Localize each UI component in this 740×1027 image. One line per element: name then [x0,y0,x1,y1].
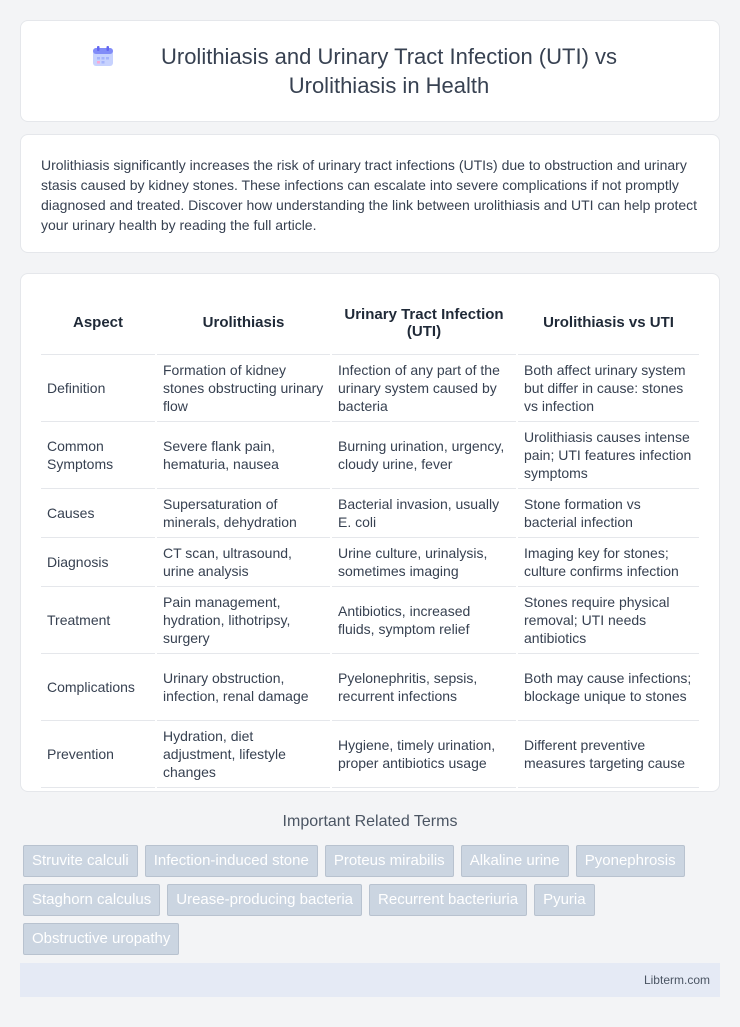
table-row [41,354,699,421]
table-cell: Imaging key for stones; culture confirms infection [517,537,699,586]
table-cell: Diagnosis [41,537,156,586]
intro-text: Urolithiasis significantly increases the risk of urinary tract infections (UTIs) due to obstruction and urinary stasis caused by kidney stones. These infections can escalate into severe complications if not promptly diagnosed and treated. Discover how understanding the link between urolithiasis and UTI can help protect your urinary health by reading the full article. [41,157,698,233]
related-terms-list [23,845,723,955]
table-cell: Hydration, diet adjustment, lifestyle changes [156,720,331,787]
related-term-tag[interactable]: Alkaline urine [461,845,569,877]
table-cell: CT scan, ultrasound, urine analysis [156,537,331,586]
page-title: Urolithiasis and Urinary Tract Infection (UTI) vs Urolithiasis in Health [160,44,618,98]
table-cell: Urine culture, urinalysis, sometimes imaging [331,537,517,586]
related-term-tag[interactable]: Proteus mirabilis [325,845,454,877]
table-cell: Urinary obstruction, infection, renal damage [156,653,331,720]
table-cell: Pyelonephritis, sepsis, recurrent infections [331,653,517,720]
related-term-tag[interactable]: Staghorn calculus [23,884,160,916]
table-row [41,421,699,488]
table-cell: Causes [41,488,156,537]
related-term-tag[interactable]: Pyuria [534,884,595,916]
table-cell: Common Symptoms [41,421,156,488]
table-cell: Pain management, hydration, lithotripsy, surgery [156,586,331,653]
table-cell: Stone formation vs bacterial infection [517,488,699,537]
table-cell: Antibiotics, increased fluids, symptom relief [331,586,517,653]
table-row [41,720,699,787]
table-cell: Hygiene, timely urination, proper antibiotics usage [331,720,517,787]
table-cell: Bacterial invasion, usually E. coli [331,488,517,537]
related-term-tag[interactable]: Struvite calculi [23,845,138,877]
table-cell: Burning urination, urgency, cloudy urine, fever [331,421,517,488]
table-cell: Complications [41,653,156,720]
table-cell: Both affect urinary system but differ in cause: stones vs infection [517,354,699,421]
table-cell: Different preventive measures targeting cause [517,720,699,787]
footer-brand[interactable]: Libterm.com [643,973,710,987]
table-header-row [41,292,699,354]
table-cell: Severe flank pain, hematuria, nausea [156,421,331,488]
column-header: Urolithiasis vs UTI [517,292,699,354]
table-cell: Definition [41,354,156,421]
table-row [41,537,699,586]
column-header: Urolithiasis [156,292,331,354]
related-term-tag[interactable]: Urease-producing bacteria [167,884,362,916]
header-card [20,20,720,122]
related-term-tag[interactable]: Obstructive uropathy [23,923,179,955]
table-cell: Urolithiasis causes intense pain; UTI features infection symptoms [517,421,699,488]
table-cell: Both may cause infections; blockage unique to stones [517,653,699,720]
related-term-tag[interactable]: Pyonephrosis [576,845,685,877]
footer [20,963,720,997]
related-term-tag[interactable]: Infection-induced stone [145,845,318,877]
table-cell: Stones require physical removal; UTI needs antibiotics [517,586,699,653]
table-cell: Infection of any part of the urinary system caused by bacteria [331,354,517,421]
related-terms-title: Important Related Terms [282,813,458,830]
intro-card [20,134,720,253]
table-row [41,653,699,720]
table-cell: Treatment [41,586,156,653]
comparison-table-card [20,273,720,792]
table-cell: Supersaturation of minerals, dehydration [156,488,331,537]
header [91,42,649,100]
table-cell: Prevention [41,720,156,787]
calendar-icon [91,44,115,68]
column-header: Urinary Tract Infection (UTI) [331,292,517,354]
related-term-tag[interactable]: Recurrent bacteriuria [369,884,527,916]
comparison-table [41,292,699,788]
column-header: Aspect [41,292,156,354]
table-cell: Formation of kidney stones obstructing urinary flow [156,354,331,421]
table-row [41,586,699,653]
table-row [41,488,699,537]
